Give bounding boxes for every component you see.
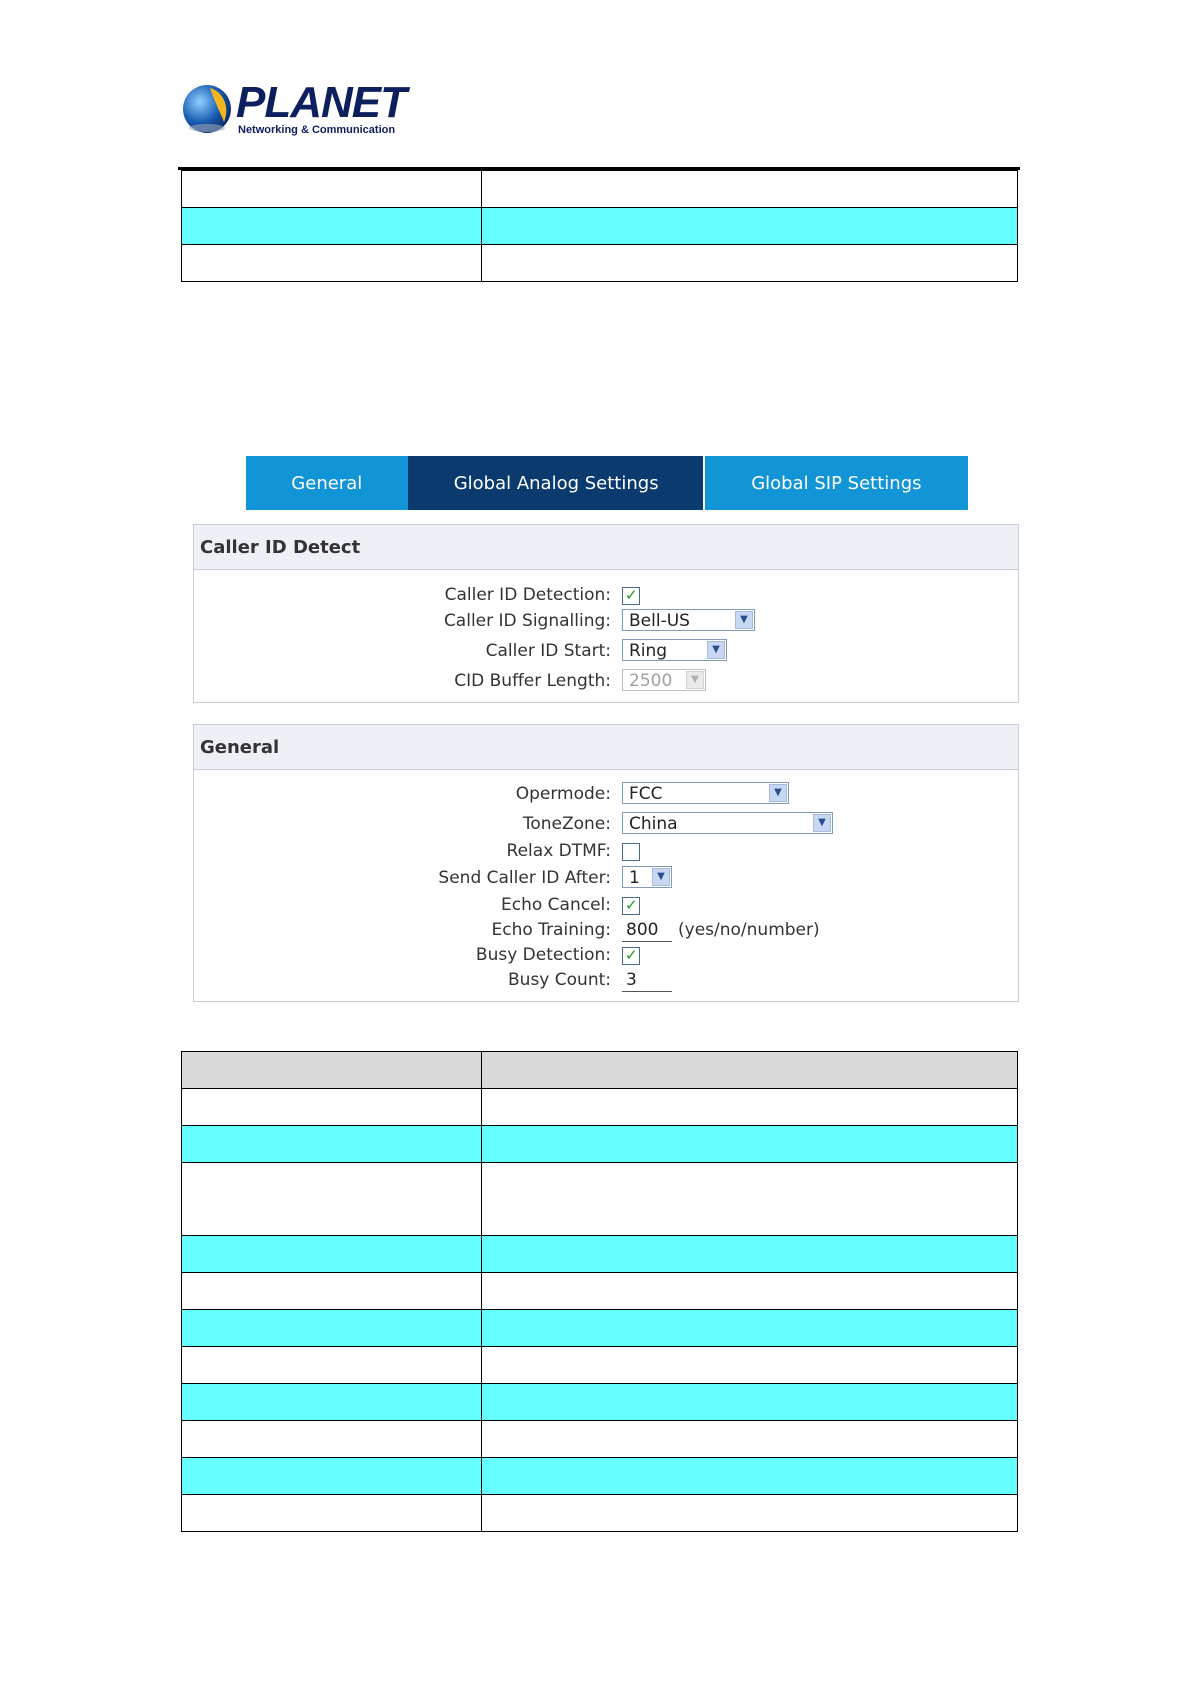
chevron-down-icon[interactable]: ▼ xyxy=(769,784,787,802)
table-row xyxy=(182,245,1018,282)
field-label: Caller ID Start: xyxy=(485,641,611,661)
globe-icon xyxy=(180,82,234,136)
caller-id-start-row xyxy=(194,638,1018,664)
brand-name: PLANET xyxy=(236,78,406,127)
chevron-down-icon[interactable]: ▼ xyxy=(707,641,725,659)
field-label: Relax DTMF: xyxy=(506,841,611,861)
bottom-table xyxy=(181,1051,1018,1532)
echo-training-input[interactable]: 800 xyxy=(622,918,672,942)
table-row xyxy=(182,1089,1018,1126)
table-row xyxy=(182,1458,1018,1495)
select-value: 1 xyxy=(629,868,640,888)
table-header-row xyxy=(182,1052,1018,1089)
busy-detection-checkbox[interactable] xyxy=(622,947,640,965)
echo-cancel-row xyxy=(194,892,1018,918)
top-table xyxy=(181,170,1018,282)
caller-id-signalling-select[interactable] xyxy=(622,609,755,631)
echo-cancel-checkbox[interactable] xyxy=(622,897,640,915)
chevron-down-icon[interactable]: ▼ xyxy=(813,814,831,832)
field-label: Caller ID Signalling: xyxy=(443,611,611,631)
relax-dtmf-row xyxy=(194,838,1018,864)
field-label: Busy Detection: xyxy=(475,945,611,965)
field-label: Opermode: xyxy=(515,784,611,804)
panel-title: Caller ID Detect xyxy=(194,525,1018,570)
table-row xyxy=(182,1236,1018,1273)
echo-training-hint: (yes/no/number) xyxy=(678,920,820,940)
planet-logo xyxy=(180,78,406,140)
check-icon: ✓ xyxy=(625,586,638,604)
tonezone-row xyxy=(194,811,1018,837)
table-row xyxy=(182,1126,1018,1163)
select-value: 2500 xyxy=(629,671,673,691)
field-label: ToneZone: xyxy=(522,814,611,834)
tab-global-sip-settings[interactable]: Global SIP Settings xyxy=(703,456,968,510)
field-label: Echo Cancel: xyxy=(501,895,611,915)
busy-detection-row xyxy=(194,942,1018,968)
table-row xyxy=(182,1384,1018,1421)
select-value: Bell-US xyxy=(629,611,690,631)
table-row xyxy=(182,171,1018,208)
caller-id-start-select[interactable] xyxy=(622,639,727,661)
field-label: Busy Count: xyxy=(508,970,611,990)
tonezone-select[interactable] xyxy=(622,812,833,834)
cid-buffer-length-row xyxy=(194,668,1018,694)
table-row xyxy=(182,1347,1018,1384)
tab-global-analog-settings[interactable]: Global Analog Settings xyxy=(408,456,703,510)
tab-general[interactable]: General xyxy=(246,456,408,510)
table-row xyxy=(182,208,1018,245)
send-caller-id-after-row xyxy=(194,865,1018,891)
table-row xyxy=(182,1310,1018,1347)
check-icon: ✓ xyxy=(625,946,638,964)
check-icon: ✓ xyxy=(625,896,638,914)
caller-id-detection-row xyxy=(194,582,1018,608)
brand-tagline: Networking & Communication xyxy=(238,124,396,136)
echo-training-row xyxy=(194,917,1018,943)
relax-dtmf-checkbox[interactable] xyxy=(622,843,640,861)
field-label: Caller ID Detection: xyxy=(444,585,611,605)
general-panel xyxy=(193,724,1019,1002)
select-value: China xyxy=(629,814,678,834)
cid-buffer-length-select xyxy=(622,669,706,691)
select-value: Ring xyxy=(629,641,668,661)
caller-id-detection-checkbox[interactable] xyxy=(622,587,640,605)
chevron-down-icon[interactable]: ▼ xyxy=(652,868,670,886)
busy-count-row xyxy=(194,967,1018,993)
opermode-select[interactable] xyxy=(622,782,789,804)
field-label: Echo Training: xyxy=(491,920,611,940)
field-label: Send Caller ID After: xyxy=(438,868,611,888)
table-row xyxy=(182,1495,1018,1532)
busy-count-input[interactable]: 3 xyxy=(622,968,672,992)
caller-id-detect-panel xyxy=(193,524,1019,703)
table-row xyxy=(182,1421,1018,1458)
field-label: CID Buffer Length: xyxy=(454,671,611,691)
caller-id-signalling-row xyxy=(194,608,1018,634)
settings-tabs xyxy=(246,456,968,510)
table-row xyxy=(182,1273,1018,1310)
select-value: FCC xyxy=(629,784,663,804)
chevron-down-icon[interactable]: ▼ xyxy=(735,611,753,629)
chevron-down-icon: ▼ xyxy=(686,671,704,689)
opermode-row xyxy=(194,781,1018,807)
table-row xyxy=(182,1163,1018,1236)
send-caller-id-after-select[interactable] xyxy=(622,866,672,888)
panel-title: General xyxy=(194,725,1018,770)
